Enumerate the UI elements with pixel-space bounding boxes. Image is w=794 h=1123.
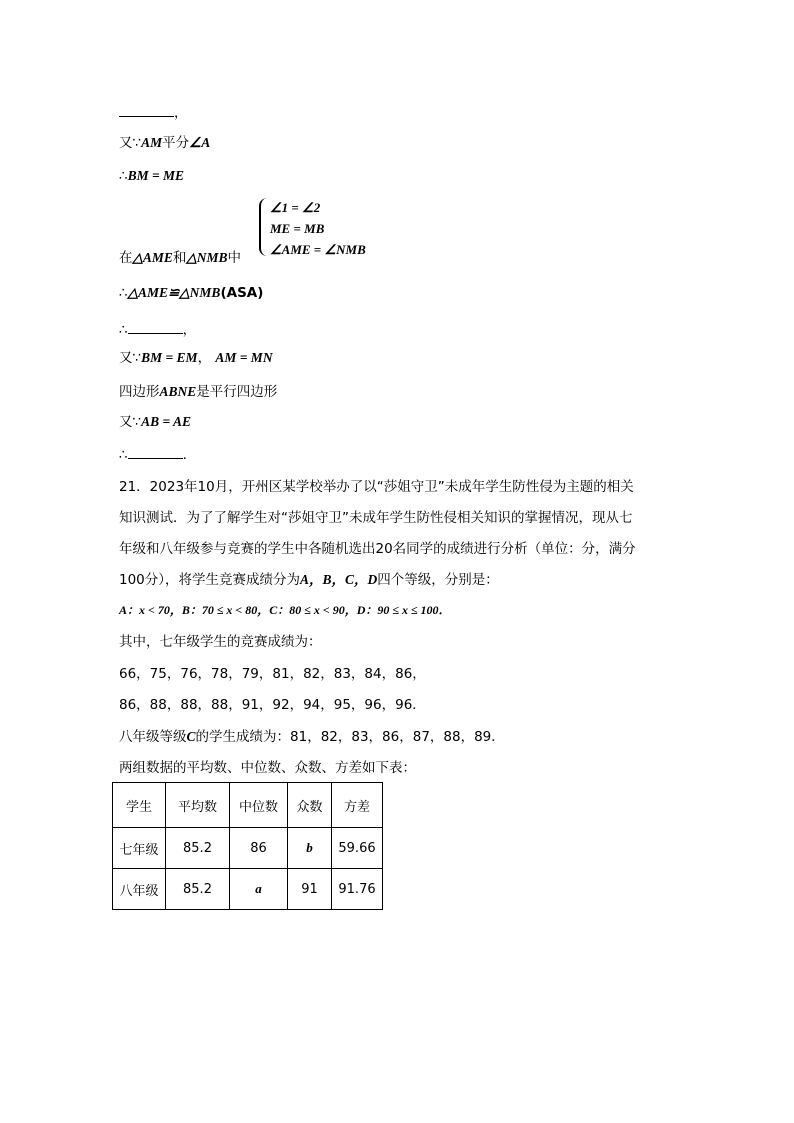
text: ∴ (119, 447, 128, 463)
proof-line-6 (119, 321, 196, 339)
text: ， (197, 350, 212, 366)
question-text (119, 571, 499, 589)
table-header (113, 783, 383, 828)
answer-blank (128, 446, 183, 459)
cell: 91 (288, 869, 332, 910)
proof-line-1 (119, 104, 188, 122)
proof-line-9 (119, 413, 191, 431)
math: ABNE (159, 384, 197, 399)
text: 八年级等级 (119, 729, 187, 745)
answer-blank (128, 321, 183, 334)
proof-line-10 (119, 446, 187, 464)
proof-line-4 (119, 249, 241, 267)
scores-line: 66，75，76，78，79，81，82，83，84，86， (119, 666, 426, 682)
header-cell: 平均数 (166, 783, 230, 828)
cell: 86 (230, 828, 288, 869)
answer-blank (119, 104, 174, 117)
scores-line: 86，88，88，88，91，92，94，95，96，96． (119, 697, 426, 713)
math: ∠A (189, 135, 211, 150)
system-eq: ∠AME = ∠NMB (270, 242, 366, 257)
text: ， (182, 322, 197, 338)
question-text: 21．2023年10月，开州区某学校举办了以“莎姐守卫”未成年学生防性侵为主题的相关 (119, 479, 634, 495)
text: (ASA) (220, 285, 264, 301)
text: 在 (119, 250, 133, 266)
system-eq: ∠1 = ∠2 (270, 200, 321, 215)
math: AM = MN (215, 350, 273, 365)
proof-line-2 (119, 134, 210, 152)
text: 四边形 (119, 384, 160, 400)
text: ∴ (119, 322, 128, 338)
math: AM (141, 135, 163, 150)
math: BM = ME (127, 168, 185, 183)
question-text: 知识测试．为了了解学生对“莎姐守卫”未成年学生防性侵相关知识的掌握情况，现从七 (119, 510, 633, 526)
text: ， (174, 105, 188, 121)
cell: 59.66 (332, 828, 383, 869)
math: BM = EM (141, 350, 198, 365)
question-text: 两组数据的平均数、中位数、众数、方差如下表： (119, 760, 416, 776)
math: C (186, 729, 196, 744)
text: 100分），将学生竞赛成绩分为 (119, 572, 301, 588)
stats-table (112, 782, 383, 910)
cell: 八年级 (113, 869, 166, 910)
text: 又∵ (119, 350, 142, 366)
cell: b (288, 828, 332, 869)
text: 四个等级，分别是： (377, 572, 499, 588)
cell: 91.76 (332, 869, 383, 910)
question-text: 其中，七年级学生的竞赛成绩为： (119, 634, 322, 650)
text: 和 (172, 250, 187, 266)
cell: a (230, 869, 288, 910)
header-cell: 方差 (332, 783, 383, 828)
text: 平分 (162, 135, 190, 151)
table-row (113, 828, 383, 869)
math: △AME (132, 250, 173, 265)
math: △NMB (186, 250, 228, 265)
proof-line-8 (119, 383, 277, 401)
text: ∴ (119, 285, 128, 301)
proof-line-7 (119, 349, 273, 367)
question-text (119, 728, 505, 746)
header-cell: 众数 (288, 783, 332, 828)
text: . (182, 447, 187, 463)
header-cell: 学生 (113, 783, 166, 828)
cell: 85.2 (166, 869, 230, 910)
text: 是平行四边形 (196, 384, 278, 400)
brace (259, 198, 269, 256)
table-row (113, 869, 383, 910)
math: △AME≌△NMB (127, 285, 221, 300)
proof-line-3 (119, 167, 184, 185)
math: AB = AE (141, 414, 192, 429)
proof-line-5 (119, 284, 263, 302)
text: 的学生成绩为：81，82，83，86，87，88，89． (195, 729, 505, 745)
cell: 85.2 (166, 828, 230, 869)
math: A，B，C，D (300, 572, 378, 587)
text: 又∵ (119, 135, 142, 151)
grade-ranges: A：x < 70，B：70 ≤ x < 80，C：80 ≤ x < 90，D：90 ≤ x ≤ 100． (119, 603, 451, 617)
cell: 七年级 (113, 828, 166, 869)
question-text: 年级和八年级参与竞赛的学生中各随机选出20名同学的成绩进行分析（单位：分，满分 (119, 541, 636, 557)
header-cell: 中位数 (230, 783, 288, 828)
text: 中 (227, 250, 242, 266)
text: 又∵ (119, 414, 142, 430)
text: ∴ (119, 168, 128, 184)
system-eq: ME = MB (270, 221, 325, 236)
